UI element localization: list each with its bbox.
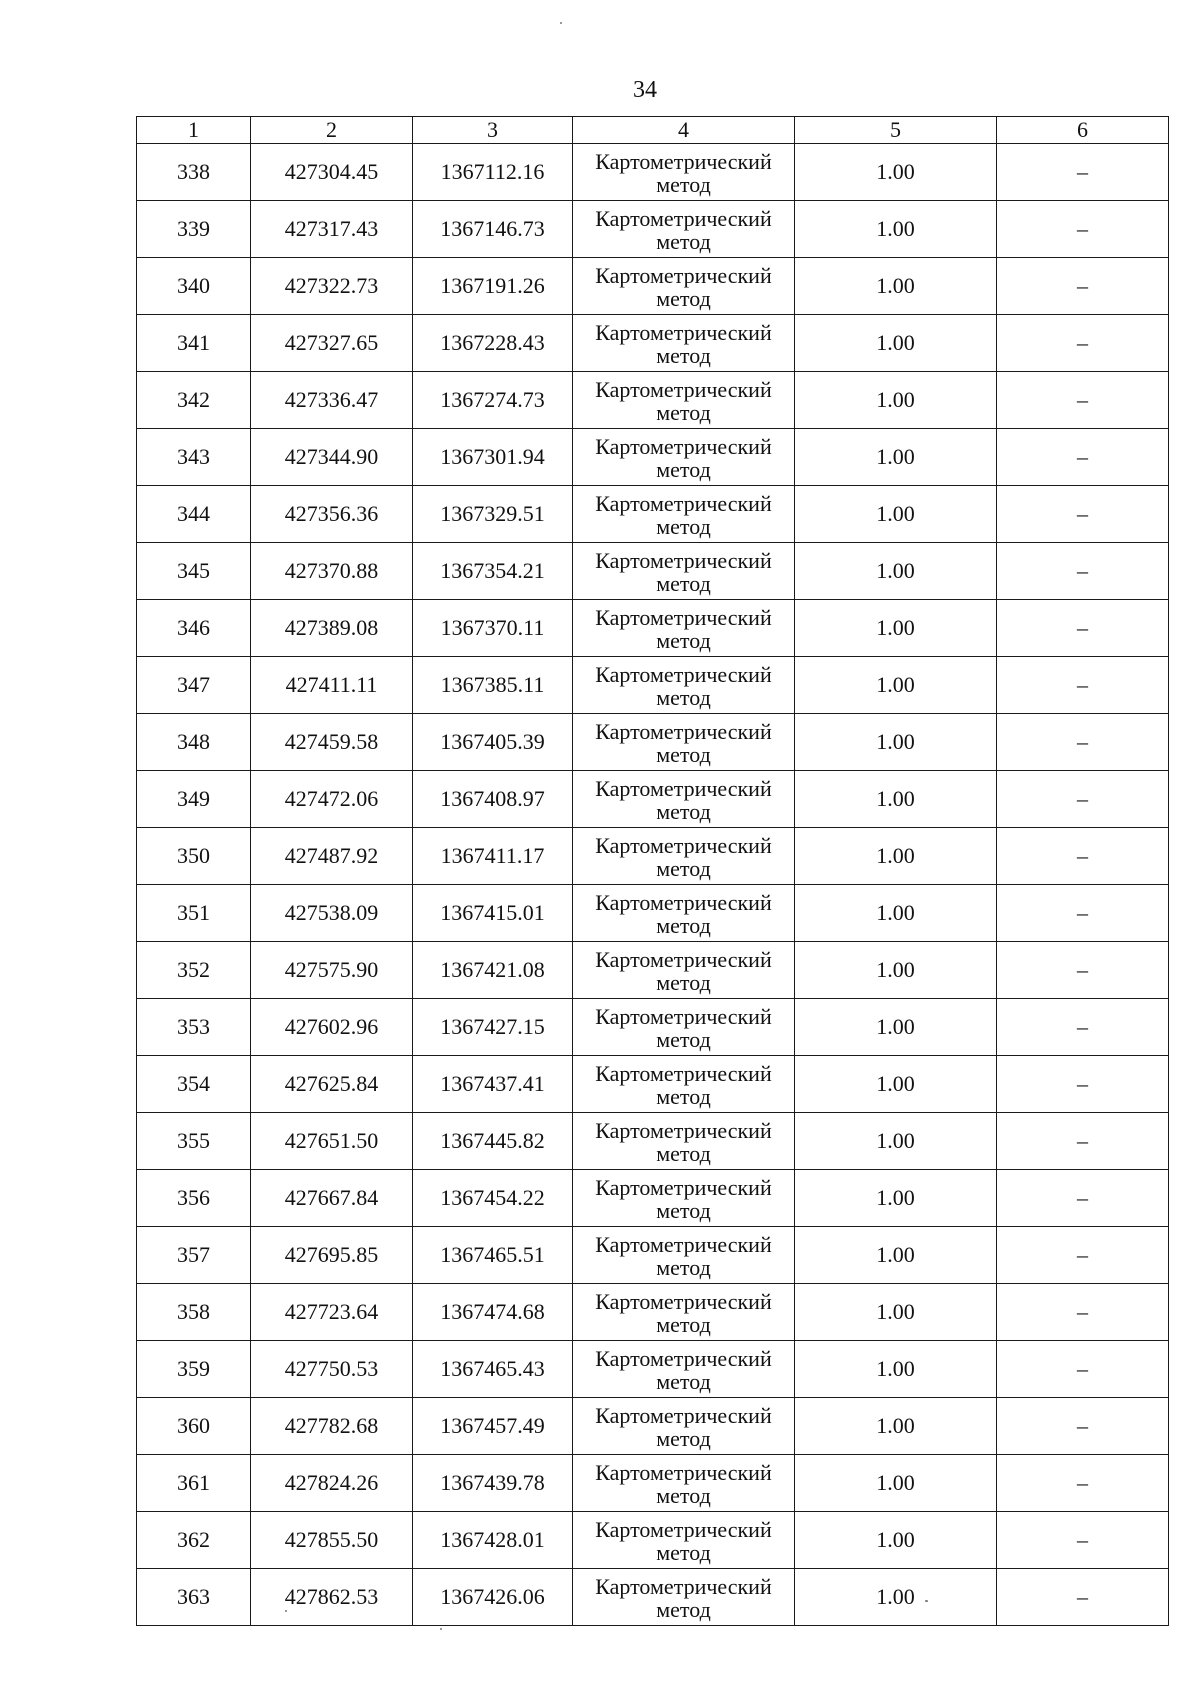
- accuracy-cell: 1.00: [795, 1284, 997, 1341]
- method-cell: [573, 1170, 795, 1227]
- method-line-2: метод: [656, 1312, 711, 1337]
- y-coordinate-cell: 1367408.97: [413, 771, 573, 828]
- note-cell: –: [997, 315, 1169, 372]
- accuracy-cell: 1.00: [795, 1113, 997, 1170]
- x-coordinate-cell: 427824.26: [251, 1455, 413, 1512]
- note-cell: –: [997, 258, 1169, 315]
- table-row: [137, 885, 1169, 942]
- point-number-cell: 362: [137, 1512, 251, 1569]
- x-coordinate-cell: 427370.88: [251, 543, 413, 600]
- note-cell: –: [997, 543, 1169, 600]
- scan-speck: [560, 22, 562, 24]
- method-cell: [573, 315, 795, 372]
- point-number-cell: 338: [137, 144, 251, 201]
- method-line-2: метод: [656, 742, 711, 767]
- table-row: [137, 1056, 1169, 1113]
- x-coordinate-cell: 427459.58: [251, 714, 413, 771]
- method-line-2: метод: [656, 1027, 711, 1052]
- y-coordinate-cell: 1367465.51: [413, 1227, 573, 1284]
- coordinates-table: [136, 116, 1169, 1626]
- method-line-2: метод: [656, 685, 711, 710]
- x-coordinate-cell: 427625.84: [251, 1056, 413, 1113]
- note-cell: –: [997, 1398, 1169, 1455]
- note-cell: –: [997, 429, 1169, 486]
- point-number-cell: 358: [137, 1284, 251, 1341]
- point-number-cell: 343: [137, 429, 251, 486]
- method-line-1: Картометрический: [595, 1346, 772, 1371]
- note-cell: –: [997, 372, 1169, 429]
- x-coordinate-cell: 427411.11: [251, 657, 413, 714]
- note-cell: –: [997, 1284, 1169, 1341]
- accuracy-cell: 1.00: [795, 258, 997, 315]
- y-coordinate-cell: 1367191.26: [413, 258, 573, 315]
- method-cell: [573, 1569, 795, 1626]
- accuracy-cell: 1.00: [795, 828, 997, 885]
- accuracy-cell: 1.00: [795, 315, 997, 372]
- y-coordinate-cell: 1367405.39: [413, 714, 573, 771]
- method-line-2: метод: [656, 1141, 711, 1166]
- note-cell: –: [997, 600, 1169, 657]
- table-row: [137, 714, 1169, 771]
- header-col-6: 6: [997, 117, 1169, 144]
- x-coordinate-cell: 427723.64: [251, 1284, 413, 1341]
- x-coordinate-cell: 427538.09: [251, 885, 413, 942]
- table-row: [137, 429, 1169, 486]
- method-line-2: метод: [656, 856, 711, 881]
- table-row: [137, 1284, 1169, 1341]
- method-cell: [573, 1512, 795, 1569]
- method-cell: [573, 372, 795, 429]
- table-row: [137, 201, 1169, 258]
- method-line-2: метод: [656, 1597, 711, 1622]
- method-line-1: Картометрический: [595, 1574, 772, 1599]
- accuracy-cell: 1.00: [795, 1056, 997, 1113]
- y-coordinate-cell: 1367146.73: [413, 201, 573, 258]
- point-number-cell: 352: [137, 942, 251, 999]
- x-coordinate-cell: 427862.53: [251, 1569, 413, 1626]
- method-line-1: Картометрический: [595, 662, 772, 687]
- method-line-1: Картометрический: [595, 377, 772, 402]
- method-line-1: Картометрический: [595, 149, 772, 174]
- point-number-cell: 359: [137, 1341, 251, 1398]
- method-cell: [573, 1341, 795, 1398]
- method-line-1: Картометрический: [595, 1517, 772, 1542]
- header-row: [137, 117, 1169, 144]
- y-coordinate-cell: 1367421.08: [413, 942, 573, 999]
- point-number-cell: 355: [137, 1113, 251, 1170]
- method-cell: [573, 1455, 795, 1512]
- scan-speck: [440, 1628, 442, 1630]
- note-cell: –: [997, 999, 1169, 1056]
- accuracy-cell: 1.00: [795, 429, 997, 486]
- header-col-1: 1: [137, 117, 251, 144]
- note-cell: –: [997, 1455, 1169, 1512]
- method-line-1: Картометрический: [595, 1118, 772, 1143]
- x-coordinate-cell: 427356.36: [251, 486, 413, 543]
- method-cell: [573, 1113, 795, 1170]
- table-header: [137, 117, 1169, 144]
- note-cell: –: [997, 1113, 1169, 1170]
- accuracy-cell: 1.00: [795, 1569, 997, 1626]
- y-coordinate-cell: 1367465.43: [413, 1341, 573, 1398]
- method-line-2: метод: [656, 1483, 711, 1508]
- method-line-2: метод: [656, 1198, 711, 1223]
- method-cell: [573, 201, 795, 258]
- point-number-cell: 346: [137, 600, 251, 657]
- y-coordinate-cell: 1367439.78: [413, 1455, 573, 1512]
- method-cell: [573, 600, 795, 657]
- y-coordinate-cell: 1367329.51: [413, 486, 573, 543]
- x-coordinate-cell: 427651.50: [251, 1113, 413, 1170]
- x-coordinate-cell: 427695.85: [251, 1227, 413, 1284]
- header-col-3: 3: [413, 117, 573, 144]
- table-row: [137, 315, 1169, 372]
- method-line-2: метод: [656, 571, 711, 596]
- accuracy-cell: 1.00: [795, 1170, 997, 1227]
- method-line-1: Картометрический: [595, 890, 772, 915]
- x-coordinate-cell: 427472.06: [251, 771, 413, 828]
- method-line-2: метод: [656, 343, 711, 368]
- method-line-2: метод: [656, 172, 711, 197]
- accuracy-cell: 1.00: [795, 1227, 997, 1284]
- method-cell: [573, 486, 795, 543]
- table-row: [137, 1113, 1169, 1170]
- y-coordinate-cell: 1367454.22: [413, 1170, 573, 1227]
- method-line-2: метод: [656, 970, 711, 995]
- y-coordinate-cell: 1367354.21: [413, 543, 573, 600]
- y-coordinate-cell: 1367274.73: [413, 372, 573, 429]
- note-cell: –: [997, 942, 1169, 999]
- x-coordinate-cell: 427322.73: [251, 258, 413, 315]
- accuracy-cell: 1.00: [795, 1341, 997, 1398]
- y-coordinate-cell: 1367426.06: [413, 1569, 573, 1626]
- accuracy-cell: 1.00: [795, 999, 997, 1056]
- method-cell: [573, 828, 795, 885]
- method-line-1: Картометрический: [595, 833, 772, 858]
- method-line-1: Картометрический: [595, 605, 772, 630]
- method-cell: [573, 1056, 795, 1113]
- x-coordinate-cell: 427327.65: [251, 315, 413, 372]
- method-cell: [573, 885, 795, 942]
- header-col-2: 2: [251, 117, 413, 144]
- method-cell: [573, 771, 795, 828]
- method-line-1: Картометрический: [595, 776, 772, 801]
- table-row: [137, 600, 1169, 657]
- note-cell: –: [997, 1227, 1169, 1284]
- y-coordinate-cell: 1367445.82: [413, 1113, 573, 1170]
- accuracy-cell: 1.00: [795, 1512, 997, 1569]
- method-cell: [573, 942, 795, 999]
- accuracy-cell: 1.00: [795, 144, 997, 201]
- point-number-cell: 339: [137, 201, 251, 258]
- method-line-1: Картометрический: [595, 1403, 772, 1428]
- scan-speck: [285, 1610, 287, 1612]
- method-line-1: Картометрический: [595, 1460, 772, 1485]
- x-coordinate-cell: 427389.08: [251, 600, 413, 657]
- accuracy-cell: 1.00: [795, 771, 997, 828]
- note-cell: –: [997, 885, 1169, 942]
- accuracy-cell: 1.00: [795, 1398, 997, 1455]
- header-col-5: 5: [795, 117, 997, 144]
- note-cell: –: [997, 1170, 1169, 1227]
- y-coordinate-cell: 1367411.17: [413, 828, 573, 885]
- x-coordinate-cell: 427750.53: [251, 1341, 413, 1398]
- y-coordinate-cell: 1367301.94: [413, 429, 573, 486]
- method-line-1: Картометрический: [595, 1175, 772, 1200]
- method-cell: [573, 657, 795, 714]
- method-cell: [573, 144, 795, 201]
- header-col-4: 4: [573, 117, 795, 144]
- y-coordinate-cell: 1367385.11: [413, 657, 573, 714]
- table-row: [137, 1512, 1169, 1569]
- x-coordinate-cell: 427782.68: [251, 1398, 413, 1455]
- method-cell: [573, 543, 795, 600]
- note-cell: –: [997, 1056, 1169, 1113]
- point-number-cell: 342: [137, 372, 251, 429]
- note-cell: –: [997, 201, 1169, 258]
- table-row: [137, 1227, 1169, 1284]
- accuracy-cell: 1.00: [795, 942, 997, 999]
- method-line-2: метод: [656, 400, 711, 425]
- point-number-cell: 356: [137, 1170, 251, 1227]
- table-row: [137, 1569, 1169, 1626]
- scan-speck: [925, 1600, 928, 1602]
- method-line-1: Картометрический: [595, 947, 772, 972]
- table-row: [137, 1455, 1169, 1512]
- method-line-1: Картометрический: [595, 263, 772, 288]
- point-number-cell: 349: [137, 771, 251, 828]
- accuracy-cell: 1.00: [795, 885, 997, 942]
- point-number-cell: 354: [137, 1056, 251, 1113]
- method-line-1: Картометрический: [595, 1061, 772, 1086]
- x-coordinate-cell: 427304.45: [251, 144, 413, 201]
- method-cell: [573, 1398, 795, 1455]
- table-row: [137, 999, 1169, 1056]
- method-line-2: метод: [656, 514, 711, 539]
- method-cell: [573, 258, 795, 315]
- accuracy-cell: 1.00: [795, 714, 997, 771]
- table-body: [137, 144, 1169, 1626]
- table-row: [137, 1398, 1169, 1455]
- table-row: [137, 828, 1169, 885]
- note-cell: –: [997, 144, 1169, 201]
- point-number-cell: 347: [137, 657, 251, 714]
- x-coordinate-cell: 427667.84: [251, 1170, 413, 1227]
- table-row: [137, 942, 1169, 999]
- method-line-2: метод: [656, 913, 711, 938]
- method-cell: [573, 429, 795, 486]
- table-row: [137, 486, 1169, 543]
- x-coordinate-cell: 427336.47: [251, 372, 413, 429]
- x-coordinate-cell: 427317.43: [251, 201, 413, 258]
- method-line-2: метод: [656, 229, 711, 254]
- note-cell: –: [997, 714, 1169, 771]
- note-cell: –: [997, 1569, 1169, 1626]
- table-row: [137, 372, 1169, 429]
- table-row: [137, 1341, 1169, 1398]
- method-line-1: Картометрический: [595, 320, 772, 345]
- accuracy-cell: 1.00: [795, 486, 997, 543]
- method-line-2: метод: [656, 799, 711, 824]
- table-row: [137, 258, 1169, 315]
- point-number-cell: 348: [137, 714, 251, 771]
- point-number-cell: 363: [137, 1569, 251, 1626]
- method-line-1: Картометрический: [595, 491, 772, 516]
- method-line-2: метод: [656, 1426, 711, 1451]
- point-number-cell: 351: [137, 885, 251, 942]
- x-coordinate-cell: 427575.90: [251, 942, 413, 999]
- note-cell: –: [997, 1512, 1169, 1569]
- table-row: [137, 543, 1169, 600]
- point-number-cell: 360: [137, 1398, 251, 1455]
- y-coordinate-cell: 1367457.49: [413, 1398, 573, 1455]
- y-coordinate-cell: 1367437.41: [413, 1056, 573, 1113]
- accuracy-cell: 1.00: [795, 600, 997, 657]
- y-coordinate-cell: 1367228.43: [413, 315, 573, 372]
- y-coordinate-cell: 1367427.15: [413, 999, 573, 1056]
- note-cell: –: [997, 657, 1169, 714]
- table-row: [137, 771, 1169, 828]
- method-cell: [573, 1284, 795, 1341]
- x-coordinate-cell: 427344.90: [251, 429, 413, 486]
- y-coordinate-cell: 1367112.16: [413, 144, 573, 201]
- method-line-1: Картометрический: [595, 1232, 772, 1257]
- point-number-cell: 345: [137, 543, 251, 600]
- point-number-cell: 340: [137, 258, 251, 315]
- accuracy-cell: 1.00: [795, 1455, 997, 1512]
- point-number-cell: 344: [137, 486, 251, 543]
- method-line-2: метод: [656, 286, 711, 311]
- method-line-2: метод: [656, 628, 711, 653]
- x-coordinate-cell: 427487.92: [251, 828, 413, 885]
- accuracy-cell: 1.00: [795, 543, 997, 600]
- table-row: [137, 144, 1169, 201]
- method-line-2: метод: [656, 1540, 711, 1565]
- table-row: [137, 657, 1169, 714]
- note-cell: –: [997, 771, 1169, 828]
- method-line-1: Картометрический: [595, 1004, 772, 1029]
- method-line-1: Картометрический: [595, 548, 772, 573]
- method-cell: [573, 714, 795, 771]
- table-row: [137, 1170, 1169, 1227]
- method-line-2: метод: [656, 1369, 711, 1394]
- y-coordinate-cell: 1367474.68: [413, 1284, 573, 1341]
- point-number-cell: 353: [137, 999, 251, 1056]
- method-line-1: Картометрический: [595, 434, 772, 459]
- accuracy-cell: 1.00: [795, 657, 997, 714]
- page-number: 34: [633, 77, 657, 103]
- accuracy-cell: 1.00: [795, 372, 997, 429]
- point-number-cell: 361: [137, 1455, 251, 1512]
- y-coordinate-cell: 1367370.11: [413, 600, 573, 657]
- note-cell: –: [997, 828, 1169, 885]
- note-cell: –: [997, 486, 1169, 543]
- point-number-cell: 350: [137, 828, 251, 885]
- accuracy-cell: 1.00: [795, 201, 997, 258]
- point-number-cell: 341: [137, 315, 251, 372]
- method-line-1: Картометрический: [595, 719, 772, 744]
- point-number-cell: 357: [137, 1227, 251, 1284]
- method-line-2: метод: [656, 1084, 711, 1109]
- y-coordinate-cell: 1367428.01: [413, 1512, 573, 1569]
- method-cell: [573, 1227, 795, 1284]
- method-line-1: Картометрический: [595, 206, 772, 231]
- method-line-2: метод: [656, 1255, 711, 1280]
- x-coordinate-cell: 427855.50: [251, 1512, 413, 1569]
- note-cell: –: [997, 1341, 1169, 1398]
- x-coordinate-cell: 427602.96: [251, 999, 413, 1056]
- y-coordinate-cell: 1367415.01: [413, 885, 573, 942]
- method-line-1: Картометрический: [595, 1289, 772, 1314]
- method-cell: [573, 999, 795, 1056]
- method-line-2: метод: [656, 457, 711, 482]
